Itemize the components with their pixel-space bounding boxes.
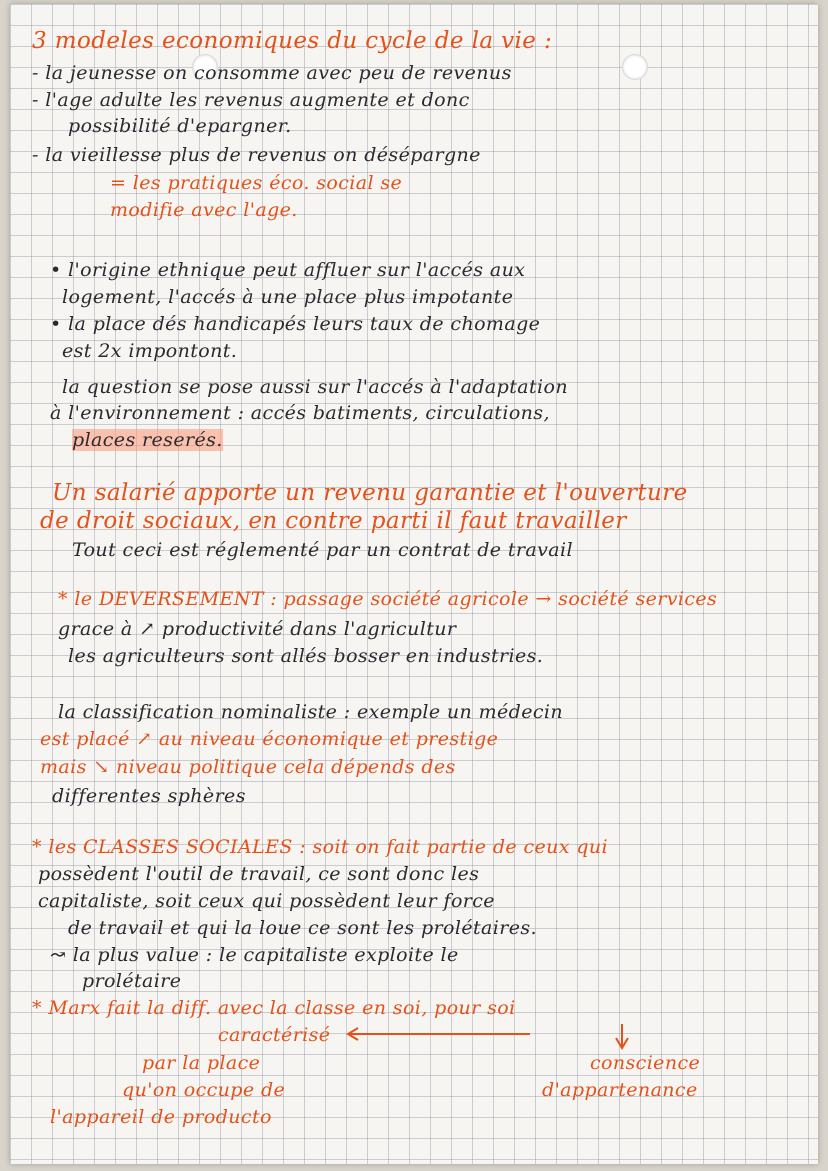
section-heading: * Marx fait la diff. avec la classe en soi, pour soi bbox=[32, 997, 516, 1019]
diagram-arrows bbox=[10, 4, 818, 1164]
text-line: de droit sociaux, en contre parti il faut travailler bbox=[40, 508, 627, 534]
left-caption-line: caractérisé bbox=[218, 1024, 331, 1046]
left-caption-line: par la place bbox=[142, 1052, 261, 1074]
page-title: 3 modeles economiques du cycle de la vie : bbox=[32, 28, 553, 54]
notebook-page bbox=[10, 4, 818, 1164]
text-line: places reserés. bbox=[72, 429, 223, 451]
text-line: de travail et qui la loue ce sont les prolétaires. bbox=[68, 917, 537, 939]
text-line: possibilité d'epargner. bbox=[68, 115, 292, 137]
text-line: ↝ la plus value : le capitaliste exploite le bbox=[50, 944, 459, 966]
text-line: possèdent l'outil de travail, ce sont donc les bbox=[38, 863, 480, 885]
text-line: la classification nominaliste : exemple un médecin bbox=[58, 701, 564, 723]
text-line: differentes sphères bbox=[52, 785, 246, 807]
text-line: logement, l'accés à une place plus impotante bbox=[62, 286, 514, 308]
left-caption-line: l'appareil de producto bbox=[50, 1106, 272, 1128]
text-line: Tout ceci est réglementé par un contrat de travail bbox=[72, 539, 573, 561]
bullet-line: • la place dés handicapés leurs taux de chomage bbox=[50, 313, 541, 335]
text-line: capitaliste, soit ceux qui possèdent leur force bbox=[38, 890, 495, 912]
text-line: - l'age adulte les revenus augmente et donc bbox=[32, 89, 470, 111]
text-line: Un salarié apporte un revenu garantie et l'ouverture bbox=[52, 480, 688, 506]
text-line: la question se pose aussi sur l'accés à l'adaptation bbox=[62, 376, 568, 398]
section-heading: * les CLASSES SOCIALES : soit on fait partie de ceux qui bbox=[32, 836, 609, 858]
text-line: à l'environnement : accés batiments, circulations, bbox=[50, 402, 550, 424]
text-line: = les pratiques éco. social se bbox=[110, 172, 403, 194]
text-line: - la vieillesse plus de revenus on désépargne bbox=[32, 144, 481, 166]
right-caption-line: conscience bbox=[590, 1052, 701, 1074]
text-line: les agriculteurs sont allés bosser en industries. bbox=[68, 645, 544, 667]
text-line: est 2x impontont. bbox=[62, 340, 238, 362]
text-line: prolétaire bbox=[82, 970, 182, 992]
text-line: modifie avec l'age. bbox=[110, 199, 298, 221]
text-line: grace à ↗ productivité dans l'agricultur bbox=[58, 618, 457, 640]
right-caption-line: d'appartenance bbox=[542, 1079, 698, 1101]
bullet-line: • l'origine ethnique peut affluer sur l'accés aux bbox=[50, 259, 526, 281]
text-line: mais ↘ niveau politique cela dépends des bbox=[40, 756, 456, 778]
section-heading: * le DEVERSEMENT : passage société agricole → société services bbox=[58, 588, 718, 610]
text-line: est placé ↗ au niveau économique et prestige bbox=[40, 728, 499, 750]
text-line: - la jeunesse on consomme avec peu de revenus bbox=[32, 62, 512, 84]
left-caption-line: qu'on occupe de bbox=[122, 1079, 286, 1101]
